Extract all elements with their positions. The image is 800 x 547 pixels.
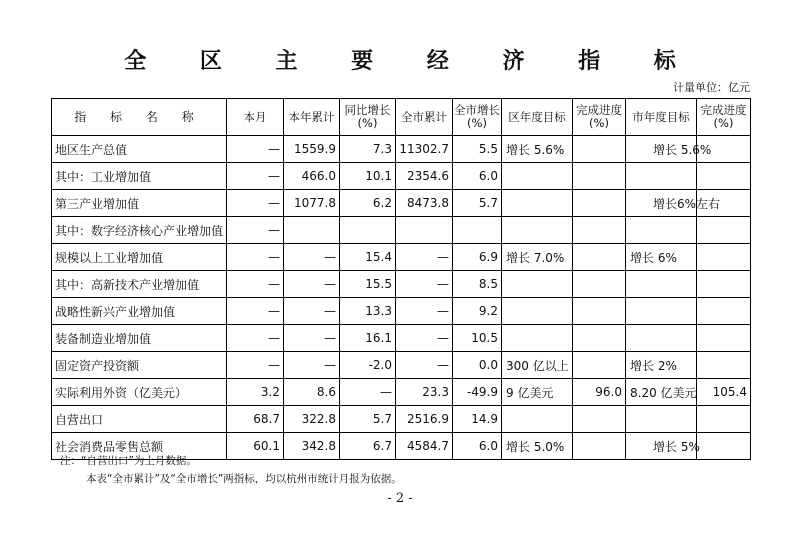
cell-yoy: 13.3 (340, 298, 396, 325)
cell-name: 地区生产总值 (52, 136, 227, 163)
header-district-target: 区年度目标 (502, 99, 573, 136)
header-month: 本月 (227, 99, 284, 136)
cell-name: 其中：工业增加值 (52, 163, 227, 190)
cell-city-total: 11302.7 (396, 136, 453, 163)
cell-month: 68.7 (227, 406, 284, 433)
cell-progress2 (697, 433, 751, 460)
cell-city-target (626, 217, 697, 244)
header-yoy-unit: (%) (357, 116, 378, 130)
table-row (52, 190, 751, 217)
cell-month: 3.2 (227, 379, 284, 406)
cell-district-target (502, 298, 573, 325)
cell-ytd: 1077.8 (284, 190, 340, 217)
cell-city-target (626, 298, 697, 325)
table-row (52, 244, 751, 271)
header-ytd: 本年累计 (284, 99, 340, 136)
cell-district-target (502, 217, 573, 244)
page-number: - 2 - (387, 491, 413, 506)
cell-name: 其中：数字经济核心产业增加值 (52, 217, 227, 244)
cell-name: 实际利用外资（亿美元） (52, 379, 227, 406)
cell-name: 固定资产投资额 (52, 352, 227, 379)
cell-yoy: 6.7 (340, 433, 396, 460)
cell-district-target: 增长 5.0% (502, 433, 573, 460)
cell-city-target (626, 163, 697, 190)
cell-city-target: 增长 5.6% (626, 136, 697, 163)
cell-ytd: — (284, 271, 340, 298)
table-header-row (52, 99, 751, 136)
cell-city-growth: 14.9 (453, 406, 502, 433)
header-progress1-label: 完成进度 (576, 103, 622, 117)
cell-progress2 (697, 163, 751, 190)
unit-label: 计量单位：亿元 (673, 81, 750, 94)
cell-city-target: 增长6%左右 (626, 190, 697, 217)
header-progress1 (573, 99, 626, 136)
header-progress2 (697, 99, 751, 136)
table-row (52, 217, 751, 244)
cell-ytd: — (284, 298, 340, 325)
header-city-growth (453, 99, 502, 136)
table-row (52, 298, 751, 325)
cell-city-target: 增长 2% (626, 352, 697, 379)
cell-city-target (626, 406, 697, 433)
table-row (52, 136, 751, 163)
notes (60, 452, 402, 488)
cell-month: 60.1 (227, 433, 284, 460)
header-progress2-label: 完成进度 (700, 103, 747, 117)
header-progress1-unit: (%) (589, 116, 609, 130)
cell-district-target: 增长 5.6% (502, 136, 573, 163)
cell-progress1 (573, 406, 626, 433)
table-row (52, 163, 751, 190)
cell-progress2: 105.4 (697, 379, 751, 406)
cell-name: 第三产业增加值 (52, 190, 227, 217)
page-title: 全 区 主 要 经 济 指 标 (124, 49, 699, 74)
cell-yoy: 15.5 (340, 271, 396, 298)
cell-ytd (284, 217, 340, 244)
header-yoy (340, 99, 396, 136)
header-city-growth-label: 全市增长 (454, 103, 500, 117)
table-body (52, 136, 751, 460)
cell-city-total: — (396, 298, 453, 325)
cell-yoy: 5.7 (340, 406, 396, 433)
cell-city-growth: 10.5 (453, 325, 502, 352)
cell-name: 社会消费品零售总额 (52, 433, 227, 460)
cell-city-target (626, 271, 697, 298)
cell-month: — (227, 325, 284, 352)
cell-city-growth: 0.0 (453, 352, 502, 379)
cell-city-total: — (396, 352, 453, 379)
cell-yoy: 6.2 (340, 190, 396, 217)
cell-yoy (340, 217, 396, 244)
cell-progress2 (697, 217, 751, 244)
cell-city-total: 23.3 (396, 379, 453, 406)
cell-month: — (227, 298, 284, 325)
cell-progress1 (573, 217, 626, 244)
cell-month: — (227, 244, 284, 271)
cell-progress2 (697, 271, 751, 298)
table-row (52, 379, 751, 406)
cell-yoy: 10.1 (340, 163, 396, 190)
cell-city-target: 增长 5% (626, 433, 697, 460)
cell-city-total: 2516.9 (396, 406, 453, 433)
header-city-total: 全市累计 (396, 99, 453, 136)
cell-progress2 (697, 406, 751, 433)
cell-name: 其中：高新技术产业增加值 (52, 271, 227, 298)
cell-city-growth (453, 217, 502, 244)
cell-city-target: 8.20 亿美元 (626, 379, 697, 406)
header-yoy-label: 同比增长 (344, 103, 391, 117)
cell-city-total: — (396, 325, 453, 352)
cell-progress1 (573, 298, 626, 325)
cell-city-total: — (396, 244, 453, 271)
cell-progress1 (573, 325, 626, 352)
table-row (52, 325, 751, 352)
cell-city-target: 增长 6% (626, 244, 697, 271)
cell-progress1 (573, 244, 626, 271)
table-row (52, 406, 751, 433)
cell-city-growth: 5.7 (453, 190, 502, 217)
cell-progress2 (697, 298, 751, 325)
cell-month: — (227, 271, 284, 298)
cell-month: — (227, 163, 284, 190)
cell-name: 装备制造业增加值 (52, 325, 227, 352)
header-progress2-unit: (%) (713, 116, 734, 130)
cell-name: 自营出口 (52, 406, 227, 433)
cell-progress1 (573, 163, 626, 190)
note-line-2: 本表“全市累计”及“全市增长”两指标，均以杭州市统计月报为依据。 (86, 473, 402, 485)
cell-district-target: 增长 7.0% (502, 244, 573, 271)
cell-name: 规模以上工业增加值 (52, 244, 227, 271)
cell-district-target (502, 190, 573, 217)
note-line-1: 注：“自营出口”为上月数据。 (60, 455, 197, 467)
cell-city-total: 2354.6 (396, 163, 453, 190)
cell-month: — (227, 352, 284, 379)
cell-district-target (502, 325, 573, 352)
cell-progress2 (697, 325, 751, 352)
cell-city-total: — (396, 271, 453, 298)
cell-progress1 (573, 433, 626, 460)
cell-progress2 (697, 352, 751, 379)
cell-ytd: 466.0 (284, 163, 340, 190)
table-row (52, 271, 751, 298)
header-city-target: 市年度目标 (626, 99, 697, 136)
indicators-table (51, 98, 751, 460)
cell-progress1 (573, 190, 626, 217)
cell-city-growth: 6.9 (453, 244, 502, 271)
cell-city-total (396, 217, 453, 244)
cell-district-target: 9 亿美元 (502, 379, 573, 406)
header-city-growth-unit: (%) (467, 116, 487, 130)
cell-ytd: 8.6 (284, 379, 340, 406)
cell-district-target (502, 271, 573, 298)
cell-city-total: 8473.8 (396, 190, 453, 217)
table-row (52, 352, 751, 379)
cell-city-growth: 6.0 (453, 433, 502, 460)
cell-name: 战略性新兴产业增加值 (52, 298, 227, 325)
cell-city-target (626, 325, 697, 352)
cell-ytd: — (284, 352, 340, 379)
cell-ytd: 1559.9 (284, 136, 340, 163)
cell-ytd: — (284, 244, 340, 271)
cell-district-target (502, 163, 573, 190)
cell-city-growth: -49.9 (453, 379, 502, 406)
cell-yoy: — (340, 379, 396, 406)
cell-progress1: 96.0 (573, 379, 626, 406)
cell-progress1 (573, 136, 626, 163)
cell-yoy: 16.1 (340, 325, 396, 352)
cell-city-growth: 6.0 (453, 163, 502, 190)
cell-progress1 (573, 352, 626, 379)
cell-month: — (227, 136, 284, 163)
cell-ytd: 342.8 (284, 433, 340, 460)
cell-yoy: 7.3 (340, 136, 396, 163)
cell-district-target (502, 406, 573, 433)
cell-month: — (227, 190, 284, 217)
cell-progress2 (697, 244, 751, 271)
cell-district-target: 300 亿以上 (502, 352, 573, 379)
cell-city-growth: 8.5 (453, 271, 502, 298)
cell-progress1 (573, 271, 626, 298)
cell-ytd: 322.8 (284, 406, 340, 433)
cell-city-growth: 5.5 (453, 136, 502, 163)
cell-ytd: — (284, 325, 340, 352)
cell-city-total: 4584.7 (396, 433, 453, 460)
cell-yoy: -2.0 (340, 352, 396, 379)
header-name: 指 标 名 称 (52, 99, 227, 136)
cell-month: — (227, 217, 284, 244)
cell-city-growth: 9.2 (453, 298, 502, 325)
cell-yoy: 15.4 (340, 244, 396, 271)
